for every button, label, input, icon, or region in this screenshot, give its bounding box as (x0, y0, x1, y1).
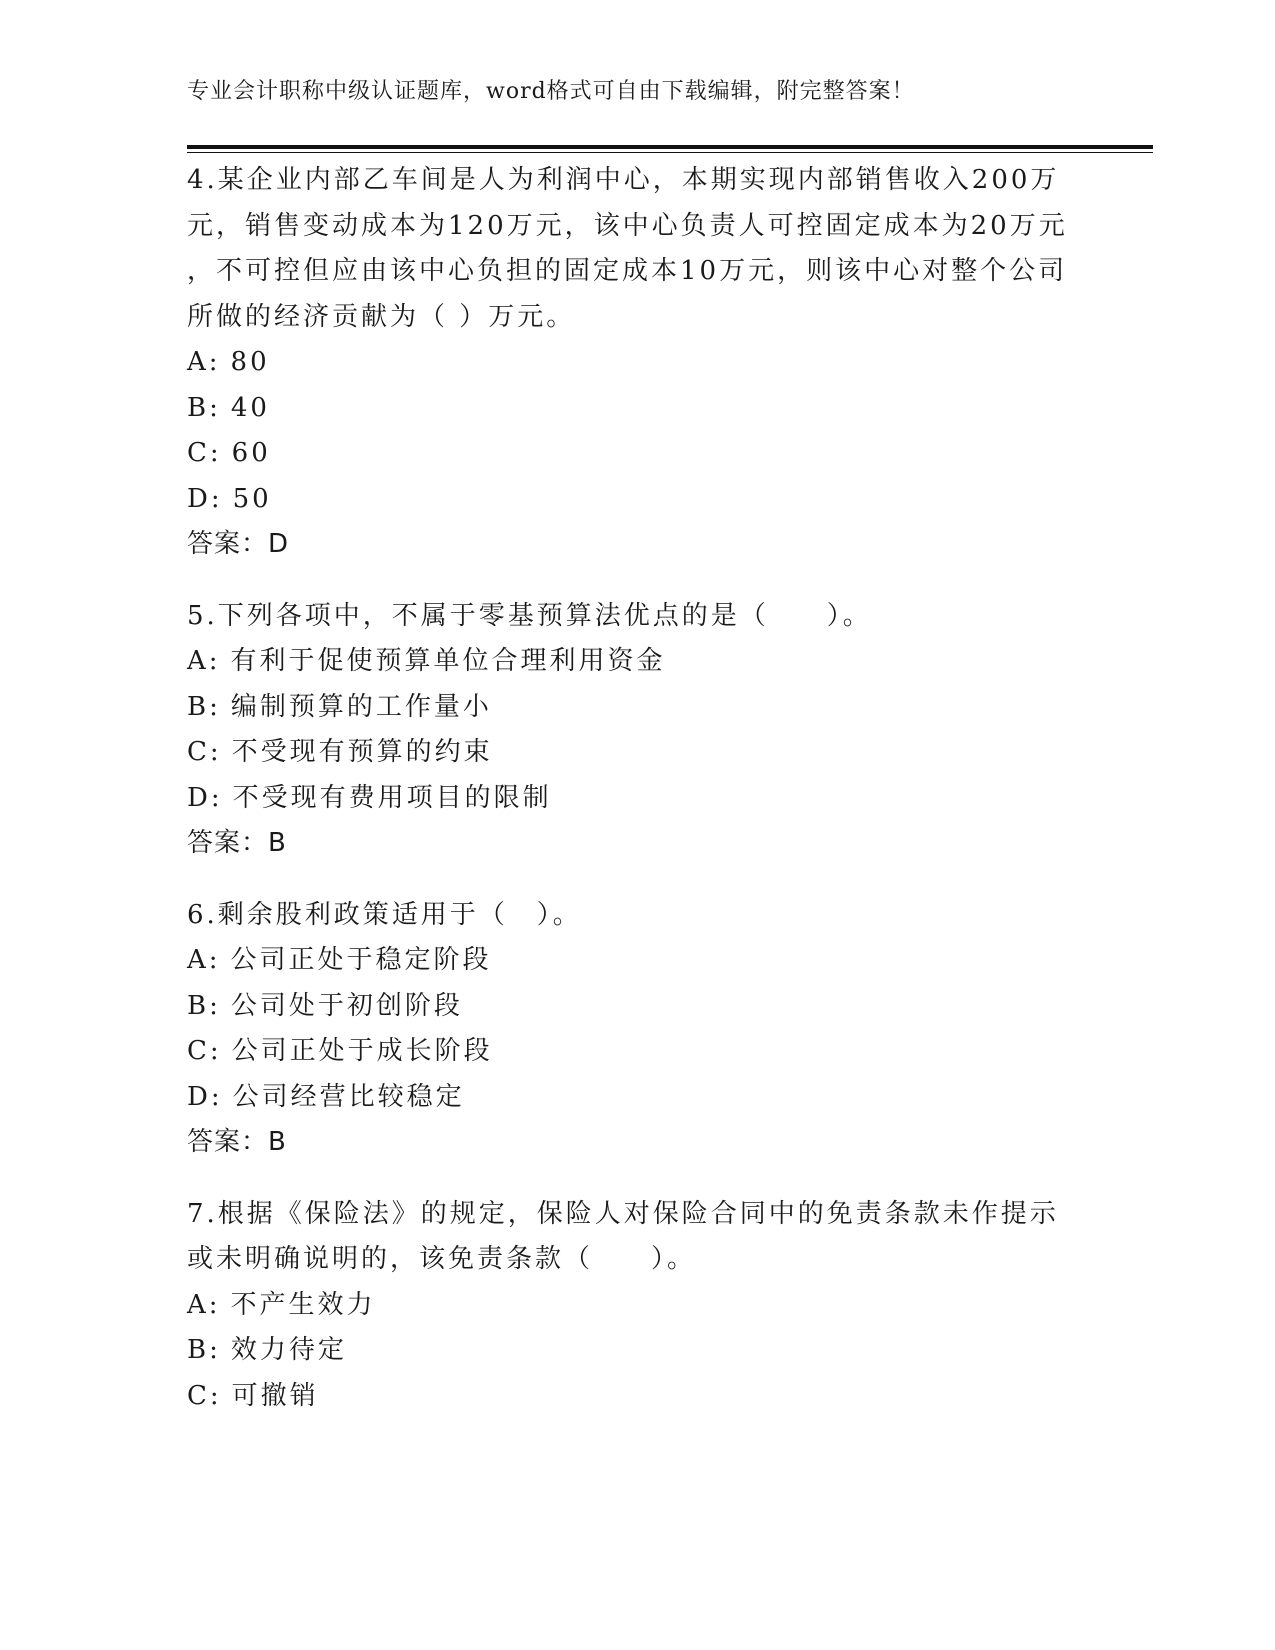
option-text: 有利于促使预算单位合理利用资金 (230, 646, 666, 676)
option-key: B: (187, 691, 221, 722)
answer-option (187, 1374, 1087, 1420)
question-text-line: 所做的经济贡献为（ ）万元。 (187, 301, 576, 332)
question-text-line: 7.根据《保险法》的规定，保险人对保险合同中的免责条款未作提示 (187, 1198, 1059, 1229)
option-text: 80 (230, 347, 270, 377)
answer-option (187, 1328, 1087, 1374)
option-text: 公司正处于成长阶段 (231, 1036, 493, 1066)
option-key: C: (187, 438, 222, 468)
answer-option (187, 639, 1087, 685)
option-key: B: (187, 392, 221, 423)
option-key: B: (187, 990, 221, 1021)
question-text-line: 元，销售变动成本为120万元，该中心负责人可控固定成本为20万元 (187, 210, 1068, 241)
header-rule-thick (187, 145, 1153, 149)
option-key: D: (187, 782, 223, 813)
answer-line: 答案：B (187, 1127, 287, 1157)
option-key: A: (187, 945, 221, 975)
answer-option (187, 431, 1087, 477)
question-text-line: 或未明确说明的，该免责条款（ ）。 (187, 1244, 697, 1274)
option-text: 50 (232, 483, 272, 514)
option-key: B: (187, 1335, 221, 1365)
option-key: A: (187, 646, 221, 676)
option-text: 公司正处于稳定阶段 (230, 945, 492, 975)
question-text-line: 5.下列各项中，不属于零基预算法优点的是（ ）。 (187, 600, 872, 631)
option-key: D: (187, 483, 223, 514)
question-block (187, 594, 1087, 867)
option-key: C: (187, 737, 222, 767)
answer-option (187, 1029, 1087, 1075)
option-text: 60 (231, 438, 271, 468)
answer-option (187, 938, 1087, 984)
question-list (187, 158, 1087, 1445)
option-key: C: (187, 1036, 222, 1066)
option-key: A: (187, 1289, 221, 1320)
option-key: D: (187, 1081, 223, 1112)
answer-line: 答案：B (187, 828, 287, 858)
option-text: 公司经营比较稳定 (232, 1081, 465, 1112)
option-text: 编制预算的工作量小 (230, 691, 492, 722)
option-text: 不产生效力 (230, 1289, 376, 1320)
option-key: C: (187, 1380, 222, 1411)
question-block (187, 893, 1087, 1166)
question-text-line: 6.剩余股利政策适用于（ ）。 (187, 899, 582, 930)
option-text: 效力待定 (230, 1335, 347, 1365)
option-key: A: (187, 347, 221, 377)
option-text: 公司处于初创阶段 (230, 990, 463, 1021)
answer-option (187, 776, 1087, 822)
answer-option (187, 1283, 1087, 1329)
option-text: 40 (230, 392, 270, 423)
answer-option (187, 730, 1087, 776)
page-header: 专业会计职称中级认证题库，word格式可自由下载编辑，附完整答案！ (187, 79, 915, 104)
question-text-line: ，不可控但应由该中心负担的固定成本10万元，则该中心对整个公司 (187, 256, 1068, 286)
option-text: 可撤销 (231, 1380, 319, 1411)
option-text: 不受现有费用项目的限制 (232, 782, 552, 813)
answer-option (187, 984, 1087, 1030)
header-rule-thin (187, 152, 1153, 153)
question-block (187, 1192, 1087, 1420)
option-text: 不受现有预算的约束 (231, 737, 493, 767)
answer-line: 答案：D (187, 529, 290, 559)
question-block (187, 158, 1087, 568)
answer-option (187, 685, 1087, 731)
answer-option (187, 386, 1087, 432)
answer-option (187, 477, 1087, 523)
answer-option (187, 340, 1087, 386)
answer-option (187, 1075, 1087, 1121)
question-text-line: 4.某企业内部乙车间是人为利润中心，本期实现内部销售收入200万 (187, 165, 1060, 195)
